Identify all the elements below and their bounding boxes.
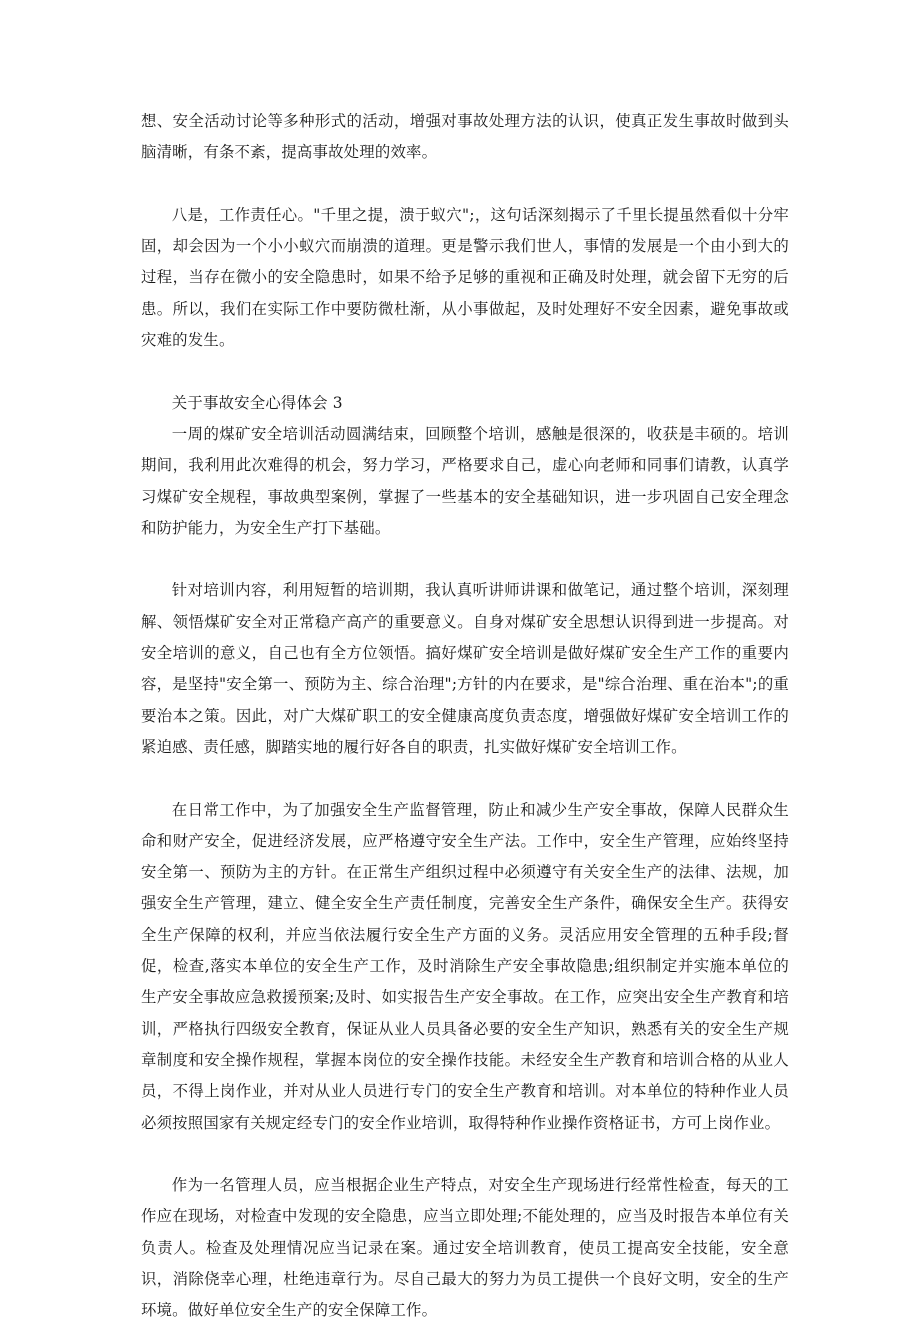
paragraph-training-summary: 一周的煤矿安全培训活动圆满结束，回顾整个培训，感触是很深的，收获是丰硕的。培训期间，我利用此次难得的机会，努力学习，严格要求自己，虚心向老师和同事们请教，认真学习煤矿安全规程，事故典型案例，掌握了一些基本的安全基础知识，进一步巩固自己安全理念和防护能力，为安全生产打下基础。 [141,424,789,537]
document-body [141,106,789,1327]
paragraph-training-content: 针对培训内容，利用短暂的培训期，我认真听讲师讲课和做笔记，通过整个培训，深刻理解、领悟煤矿安全对正常稳产高产的重要意义。自身对煤矿安全思想认识得到进一步提高。对安全培训的意义，自己也有全方位领悟。搞好煤矿安全培训是做好煤矿安全生产工作的重要内容，是坚持"安全第一、预防为主、综合治理";方针的内在要求，是"综合治理、重在治本";的重要治本之策。因此，对广大煤矿职工的安全健康高度负责态度，增强做好煤矿安全培训工作的紧迫感、责任感，脚踏实地的履行好各自的职责，扎实做好煤矿安全培训工作。 [141,581,789,756]
paragraph-daily-work: 在日常工作中，为了加强安全生产监督管理，防止和减少生产安全事故，保障人民群众生命和财产安全，促进经济发展，应严格遵守安全生产法。工作中，安全生产管理，应始终坚持安全第一、预防为主的方针。在正常生产组织过程中必须遵守有关安全生产的法律、法规，加强安全生产管理，建立、健全安全生产责任制度，完善安全生产条件，确保安全生产。获得安全生产保障的权利，并应当依法履行安全生产方面的义务。灵活应用安全管理的五种手段;督促，检查,落实本单位的安全生产工作，及时消除生产安全事故隐患;组织制定并实施本单位的生产安全事故应急救援预案;及时、如实报告生产安全事故。在工作，应突出安全生产教育和培训，严格执行四级安全教育，保证从业人员具备必要的安全生产知识，熟悉有关的安全生产规章制度和安全操作规程，掌握本岗位的安全操作技能。未经安全生产教育和培训合格的从业人员，不得上岗作业，并对从业人员进行专门的安全生产教育和培训。对本单位的特种作业人员必须按照国家有关规定经专门的安全作业培训，取得特种作业操作资格证书，方可上岗作业。 [141,800,789,1132]
section-title: 关于事故安全心得体会 3 [171,393,343,412]
paragraph-continued: 想、安全活动讨论等多种形式的活动，增强对事故处理方法的认识，使真正发生事故时做到头脑清晰，有条不紊，提高事故处理的效率。 [141,112,789,162]
paragraph-manager-role: 作为一名管理人员，应当根据企业生产特点，对安全生产现场进行经常性检查，每天的工作应在现场，对检查中发现的安全隐患，应当立即处理;不能处理的，应当及时报告本单位有关负责人。检查及处理情况应当记录在案。通过安全培训教育，使员工提高安全技能，安全意识，消除侥幸心理，杜绝违章行为。尽自己最大的努力为员工提供一个良好文明，安全的生产环境。做好单位安全生产的安全保障工作。 [141,1176,789,1320]
paragraph-work-responsibility: 八是，工作责任心。"千里之提，溃于蚁穴";，这句话深刻揭示了千里长提虽然看似十分牢固，却会因为一个小小蚁穴而崩溃的道理。更是警示我们世人，事情的发展是一个由小到大的过程，当存在微小的安全隐患时，如果不给予足够的重视和正确及时处理，就会留下无穷的后患。所以，我们在实际工作中要防微杜渐，从小事做起，及时处理好不安全因素，避免事故或灾难的发生。 [141,205,789,350]
